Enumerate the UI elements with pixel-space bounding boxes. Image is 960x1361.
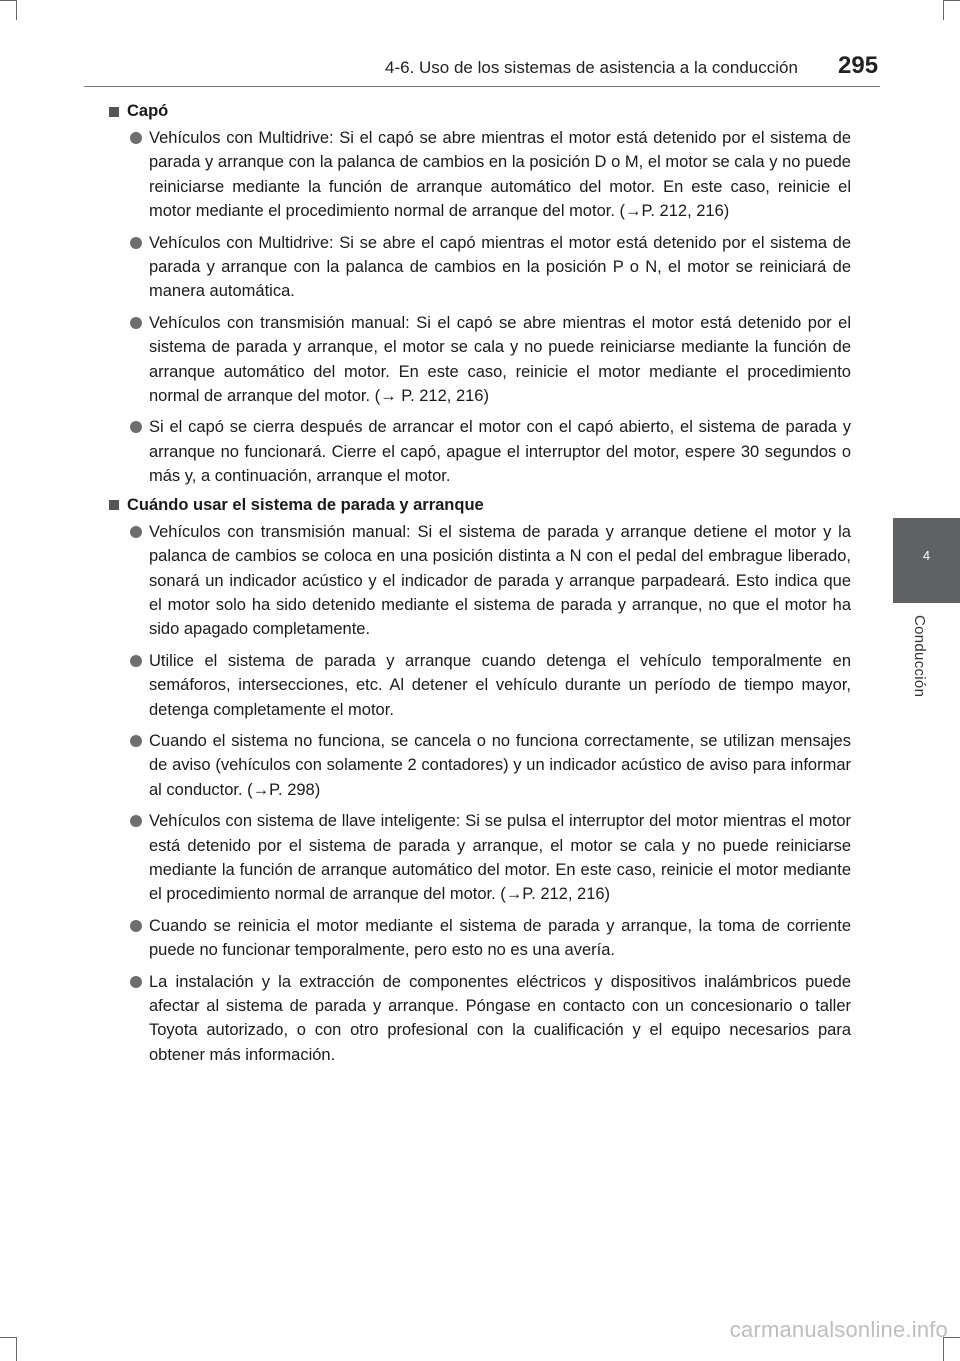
section-heading [109, 102, 851, 121]
header-title: 4-6. Uso de los sistemas de asistencia a la conducción [385, 58, 798, 77]
section-heading-text: Capó [127, 102, 169, 120]
page-number: 295 [838, 52, 879, 79]
list-item-text: Utilice el sistema de parada y arranque cuando detenga el vehículo temporalmente en semáforos, intersecciones, etc. Al detener el vehículo durante un período de tiempo mayor, detenga completamente el motor. [149, 651, 851, 719]
list-item [113, 970, 851, 1068]
header-divider [84, 86, 880, 87]
list-item-text: Vehículos con sistema de llave inteligente: Si se pulsa el interruptor del motor mientras el motor está detenido por el sistema de parada y arranque, el motor se cala y no puede reiniciarse mediante la función de arranque automático del motor. En este caso, reinicie el motor mediante el procedimiento normal de arranque del motor. (→P. 212, 216) [149, 812, 851, 904]
list-item [113, 729, 851, 802]
circle-bullet-icon [130, 815, 142, 827]
list-item [113, 231, 851, 304]
section-heading-text: Cuándo usar el sistema de parada y arranque [127, 495, 484, 514]
chapter-tab [893, 518, 960, 603]
crop-mark [943, 0, 944, 20]
square-bullet-icon [109, 500, 119, 510]
list-item-text: Si el capó se cierra después de arrancar el motor con el capó abierto, el sistema de parada y arranque no funcionará. Cierre el capó, apague el interruptor del motor, espere 30 segundos o más y, a continuación, arranque el motor. [149, 418, 851, 486]
circle-bullet-icon [130, 655, 142, 667]
circle-bullet-icon [130, 920, 142, 932]
list-item [113, 126, 851, 224]
circle-bullet-icon [130, 132, 142, 144]
list-item [113, 649, 851, 722]
crop-mark [944, 0, 960, 1]
square-bullet-icon [109, 107, 119, 117]
section-capo [113, 102, 851, 489]
crop-mark [16, 0, 17, 20]
list-item-text: Cuando se reinicia el motor mediante el sistema de parada y arranque, la toma de corriente puede no funcionar temporalmente, pero esto no es una avería. [149, 916, 851, 960]
circle-bullet-icon [130, 735, 142, 747]
list-item-text: Cuando el sistema no funciona, se cancela o no funciona correctamente, se utilizan mensajes de aviso (vehículos con solamente 2 contadores) y un indicador acústico de aviso para informar al conductor. (→P. 298) [149, 731, 851, 799]
page-content [113, 100, 851, 1074]
watermark: carmanualsonline.info [729, 1317, 948, 1342]
section-cuando-usar [113, 496, 851, 1068]
circle-bullet-icon [130, 421, 142, 433]
list-item [113, 914, 851, 963]
chapter-number: 4 [922, 548, 931, 563]
list-item-text: Vehículos con Multidrive: Si el capó se abre mientras el motor está detenido por el sistema de parada y arranque con la palanca de cambios en la posición D o M, el motor se cala y no puede reiniciarse mediante la función de arranque automático del motor. En este caso, reinicie el motor mediante el procedimiento normal de arranque del motor. (→P. 212, 216) [149, 129, 851, 221]
section-heading [109, 496, 851, 515]
list-item [113, 415, 851, 488]
circle-bullet-icon [130, 976, 142, 988]
circle-bullet-icon [130, 237, 142, 249]
list-item [113, 809, 851, 907]
crop-mark [16, 1337, 17, 1361]
list-item-text: La instalación y la extracción de componentes eléctricos y dispositivos inalámbricos puede afectar al sistema de parada y arranque. Póngase en contacto con un concesionario o taller Toyota autorizado, o con otro profesional con la cualificación y el equipo necesarios para obtener más información. [149, 972, 851, 1064]
crop-mark [0, 1337, 16, 1338]
list-item [113, 311, 851, 409]
list-item-text: Vehículos con transmisión manual: Si el capó se abre mientras el motor está detenido por el sistema de parada y arranque, el motor se cala y no puede reiniciarse mediante la función de arranque automático del motor. En este caso, reinicie el motor mediante el procedimiento normal de arranque del motor. (→ P. 212, 216) [149, 313, 851, 406]
list-item [113, 520, 851, 642]
crop-mark [0, 0, 16, 1]
circle-bullet-icon [130, 317, 142, 329]
list-item-text: Vehículos con transmisión manual: Si el sistema de parada y arranque detiene el motor y la palanca de cambios se coloca en una posición distinta a N con el pedal del embrague liberado, sonará un indicador acústico y el indicador de parada y arranque parpadeará. Esto indica que el motor solo ha sido detenido mediante el sistema de parada y arranque, no que el motor ha sido apagado completamente. [149, 522, 851, 639]
circle-bullet-icon [130, 526, 142, 538]
list-item-text: Vehículos con Multidrive: Si se abre el capó mientras el motor está detenido por el sistema de parada y arranque con la palanca de cambios en la posición P o N, el motor se reiniciará de manera automática. [149, 233, 851, 301]
chapter-label: Conducción [911, 615, 928, 698]
